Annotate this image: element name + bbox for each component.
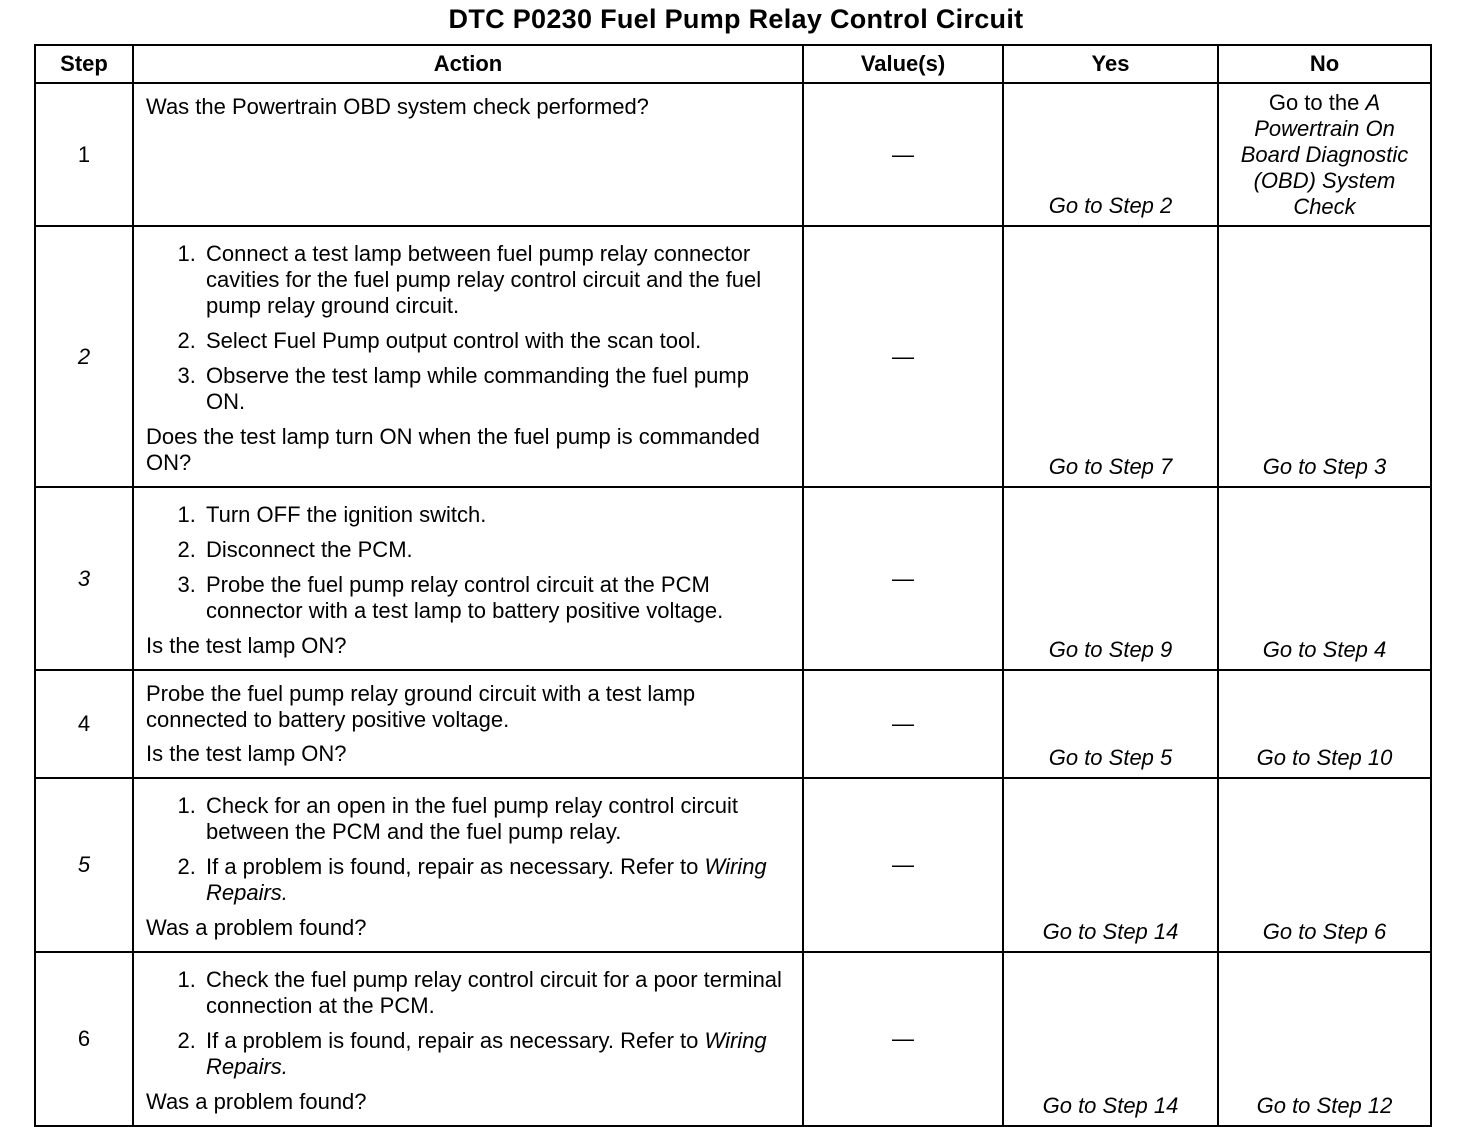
action-question: Was the Powertrain OBD system check performed? xyxy=(146,94,649,119)
action-question: Was a problem found? xyxy=(146,1089,367,1114)
action-step-text: If a problem is found, repair as necessary. Refer to xyxy=(206,854,699,879)
value-cell xyxy=(803,778,1003,952)
yes-link: Go to Step 14 xyxy=(1003,778,1218,952)
header-action: Action xyxy=(133,45,803,83)
action-step: 3. Observe the test lamp while commanding the fuel pump ON. xyxy=(202,363,790,415)
table-row xyxy=(35,83,1431,226)
header-step: Step xyxy=(35,45,133,83)
value-cell xyxy=(803,952,1003,1126)
action-steps-list xyxy=(146,502,790,624)
action-step: 2. Disconnect the PCM. xyxy=(202,537,790,563)
value-cell xyxy=(803,226,1003,487)
header-no: No xyxy=(1218,45,1431,83)
diagnostic-table xyxy=(34,44,1432,1127)
value-dash: — xyxy=(892,852,914,877)
no-link: Go to Step 10 xyxy=(1218,670,1431,778)
page-title: DTC P0230 Fuel Pump Relay Control Circuit xyxy=(448,4,1024,34)
no-link xyxy=(1218,83,1431,226)
wiring-repairs-reference: Wiring Repairs. xyxy=(206,1028,767,1079)
value-dash: — xyxy=(892,141,914,167)
action-steps-list xyxy=(146,793,790,906)
value-cell xyxy=(803,83,1003,226)
action-question: Is the test lamp ON? xyxy=(146,741,347,766)
value-dash: — xyxy=(892,1026,914,1051)
table-row xyxy=(35,778,1431,952)
no-prefix: Go to the xyxy=(1268,89,1360,115)
header-row xyxy=(35,45,1431,83)
table-row xyxy=(35,226,1431,487)
no-reference: A Powertrain On Board Diagnostic (OBD) System Check xyxy=(1240,89,1409,219)
action-step: 1. Check the fuel pump relay control circuit for a poor terminal connection at the PCM. xyxy=(202,967,790,1019)
value-cell xyxy=(803,487,1003,670)
step-number: 2 xyxy=(35,226,133,487)
action-question: Does the test lamp turn ON when the fuel pump is commanded ON? xyxy=(146,424,760,475)
action-steps-list xyxy=(146,967,790,1080)
table-row xyxy=(35,670,1431,778)
header-yes: Yes xyxy=(1003,45,1218,83)
yes-link: Go to Step 2 xyxy=(1003,83,1218,226)
action-question: Was a problem found? xyxy=(146,915,367,940)
value-dash: — xyxy=(892,343,914,369)
value-cell xyxy=(803,670,1003,778)
no-link: Go to Step 4 xyxy=(1218,487,1431,670)
table-row xyxy=(35,952,1431,1126)
action-cell xyxy=(133,226,803,487)
table-row xyxy=(35,487,1431,670)
action-step: 1. Turn OFF the ignition switch. xyxy=(202,502,790,528)
yes-link: Go to Step 9 xyxy=(1003,487,1218,670)
action-step xyxy=(202,1028,790,1080)
step-number: 4 xyxy=(35,670,133,778)
yes-link: Go to Step 14 xyxy=(1003,952,1218,1126)
step-number: 5 xyxy=(35,778,133,952)
value-dash: — xyxy=(892,711,914,736)
action-step: 1. Check for an open in the fuel pump relay control circuit between the PCM and the fuel pump relay. xyxy=(202,793,790,845)
action-cell xyxy=(133,487,803,670)
yes-link: Go to Step 5 xyxy=(1003,670,1218,778)
action-question: Is the test lamp ON? xyxy=(146,633,347,658)
action-steps-list xyxy=(146,241,790,415)
action-text: Probe the fuel pump relay ground circuit with a test lamp connected to battery positive voltage. xyxy=(146,681,696,732)
action-step: 2. Select Fuel Pump output control with the scan tool. xyxy=(202,328,790,354)
no-link: Go to Step 6 xyxy=(1218,778,1431,952)
yes-link: Go to Step 7 xyxy=(1003,226,1218,487)
wiring-repairs-reference: Wiring Repairs. xyxy=(206,854,767,905)
action-cell xyxy=(133,778,803,952)
action-cell xyxy=(133,952,803,1126)
action-step: 3. Probe the fuel pump relay control circuit at the PCM connector with a test lamp to battery positive voltage. xyxy=(202,572,790,624)
action-cell xyxy=(133,83,803,226)
no-link: Go to Step 3 xyxy=(1218,226,1431,487)
step-number: 1 xyxy=(35,83,133,226)
value-dash: — xyxy=(892,565,914,591)
action-cell xyxy=(133,670,803,778)
action-step: 1. Connect a test lamp between fuel pump relay connector cavities for the fuel pump relay control circuit and the fuel pump relay ground circuit. xyxy=(202,241,790,319)
no-link: Go to Step 12 xyxy=(1218,952,1431,1126)
step-number: 3 xyxy=(35,487,133,670)
action-step xyxy=(202,854,790,906)
header-values: Value(s) xyxy=(803,45,1003,83)
step-number: 6 xyxy=(35,952,133,1126)
action-step-text: If a problem is found, repair as necessary. Refer to xyxy=(206,1028,699,1053)
